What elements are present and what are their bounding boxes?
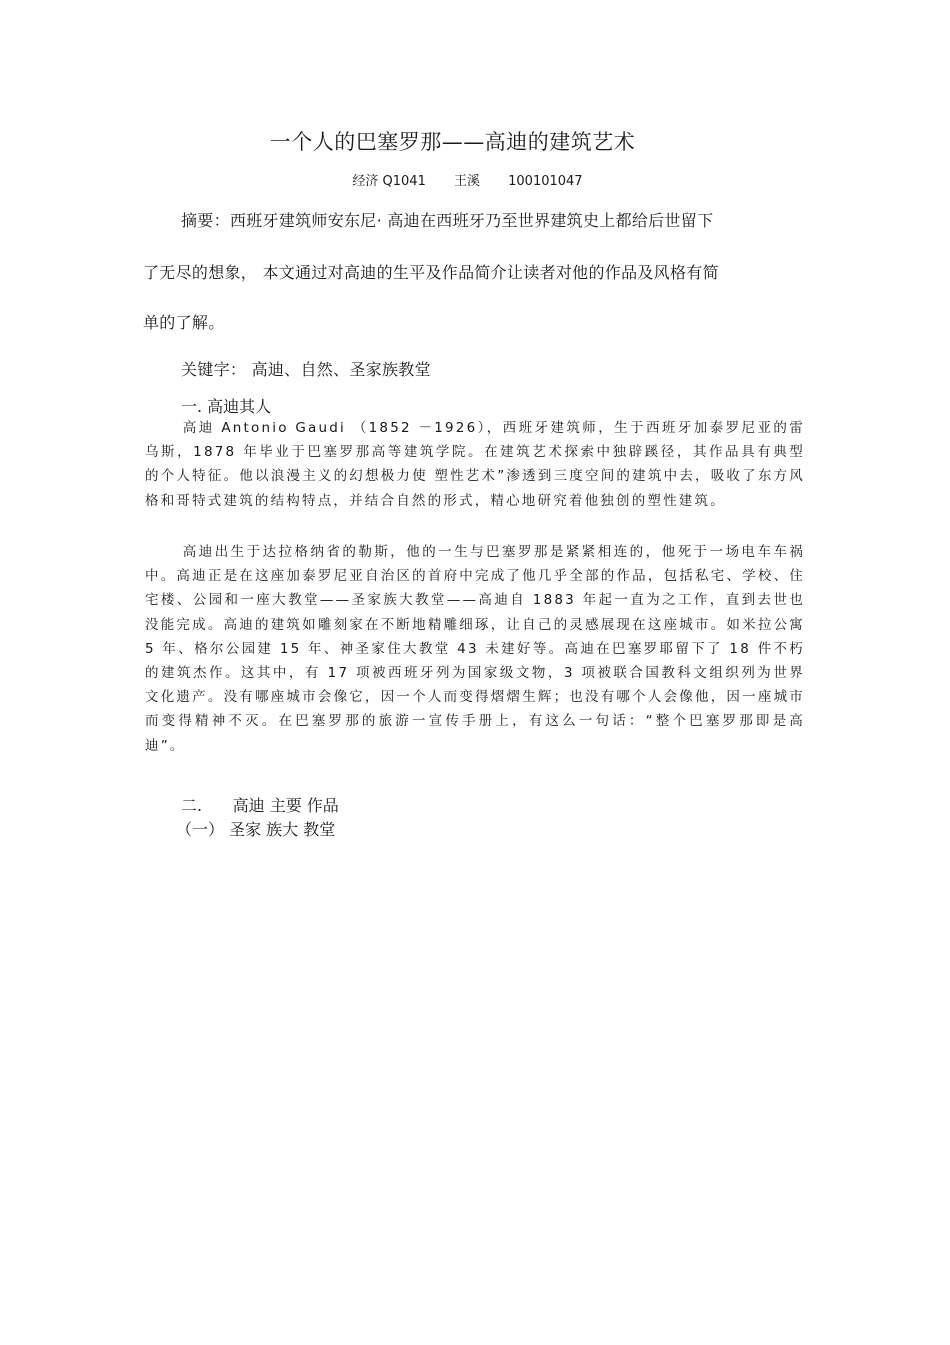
section-1-heading: 一. 高迪其人 (181, 397, 272, 416)
subsection-1-heading: （一） 圣家 族大 教堂 (176, 820, 336, 839)
section-2-heading: 二. 高迪 主要 作品 (181, 796, 339, 815)
abstract-line-2: 了无尽的想象， 本文通过对高迪的生平及作品简介让读者对他的作品及风格有简 (143, 263, 719, 282)
author-id: 100101047 (508, 174, 583, 189)
author-line (0, 170, 935, 189)
keywords-line: 关键字： 高迪、自然、圣家族教堂 (181, 360, 431, 379)
section-1-paragraph-1: 高迪 Antonio Gaudi （1852 －1926），西班牙建筑师，生于西班牙加泰罗尼亚的雷乌斯，1878 年毕业于巴塞罗那高等建筑学院。在建筑艺术探索中独辟蹊径，其作品具有典型的个人特征。他以浪漫主义的幻想极力使 塑性艺术”渗透到三度空间的建筑中去，吸收了东方风格和哥特式建筑的结构特点，并结合自然的形式，精心地研究着他独创的塑性建筑。 (145, 420, 805, 509)
section-1-paragraph-2: 高迪出生于达拉格纳省的勒斯，他的一生与巴塞罗那是紧紧相连的，他死于一场电车车祸中。高迪正是在这座加泰罗尼亚自治区的首府中完成了他几乎全部的作品，包括私宅、学校、住宅楼、公园和一座大教堂——圣家族大教堂——高迪自 1883 年起一直为之工作，直到去世也没能完成。高迪的建筑如雕刻家在不断地精雕细琢，让自己的灵感展现在这座城市。如米拉公寓 5 年、格尔公园建 15 年、神圣家住大教堂 43 未建好等。高迪在巴塞罗耶留下了 18 件不朽的建筑杰作。这其中，有 17 项被西班牙列为国家级文物，3 项被联合国教科文组织列为世界文化遗产。没有哪座城市会像它，因一个人而变得熠熠生辉；也没有哪个人会像他，因一座城市而变得精神不灭。在巴塞罗那的旅游一宣传手册上，有这么一句话：“整个巴塞罗那即是高迪”。 (145, 544, 805, 754)
document-title: 一个人的巴塞罗那——高迪的建筑艺术 (269, 130, 636, 154)
abstract-line-3: 单的了解。 (143, 313, 225, 332)
author-dept: 经济 Q1041 (352, 174, 426, 189)
author-name: 王溪 (453, 174, 480, 189)
abstract-line-1: 摘要：西班牙建筑师安东尼· 高迪在西班牙乃至世界建筑史上都给后世留下 (181, 211, 714, 230)
